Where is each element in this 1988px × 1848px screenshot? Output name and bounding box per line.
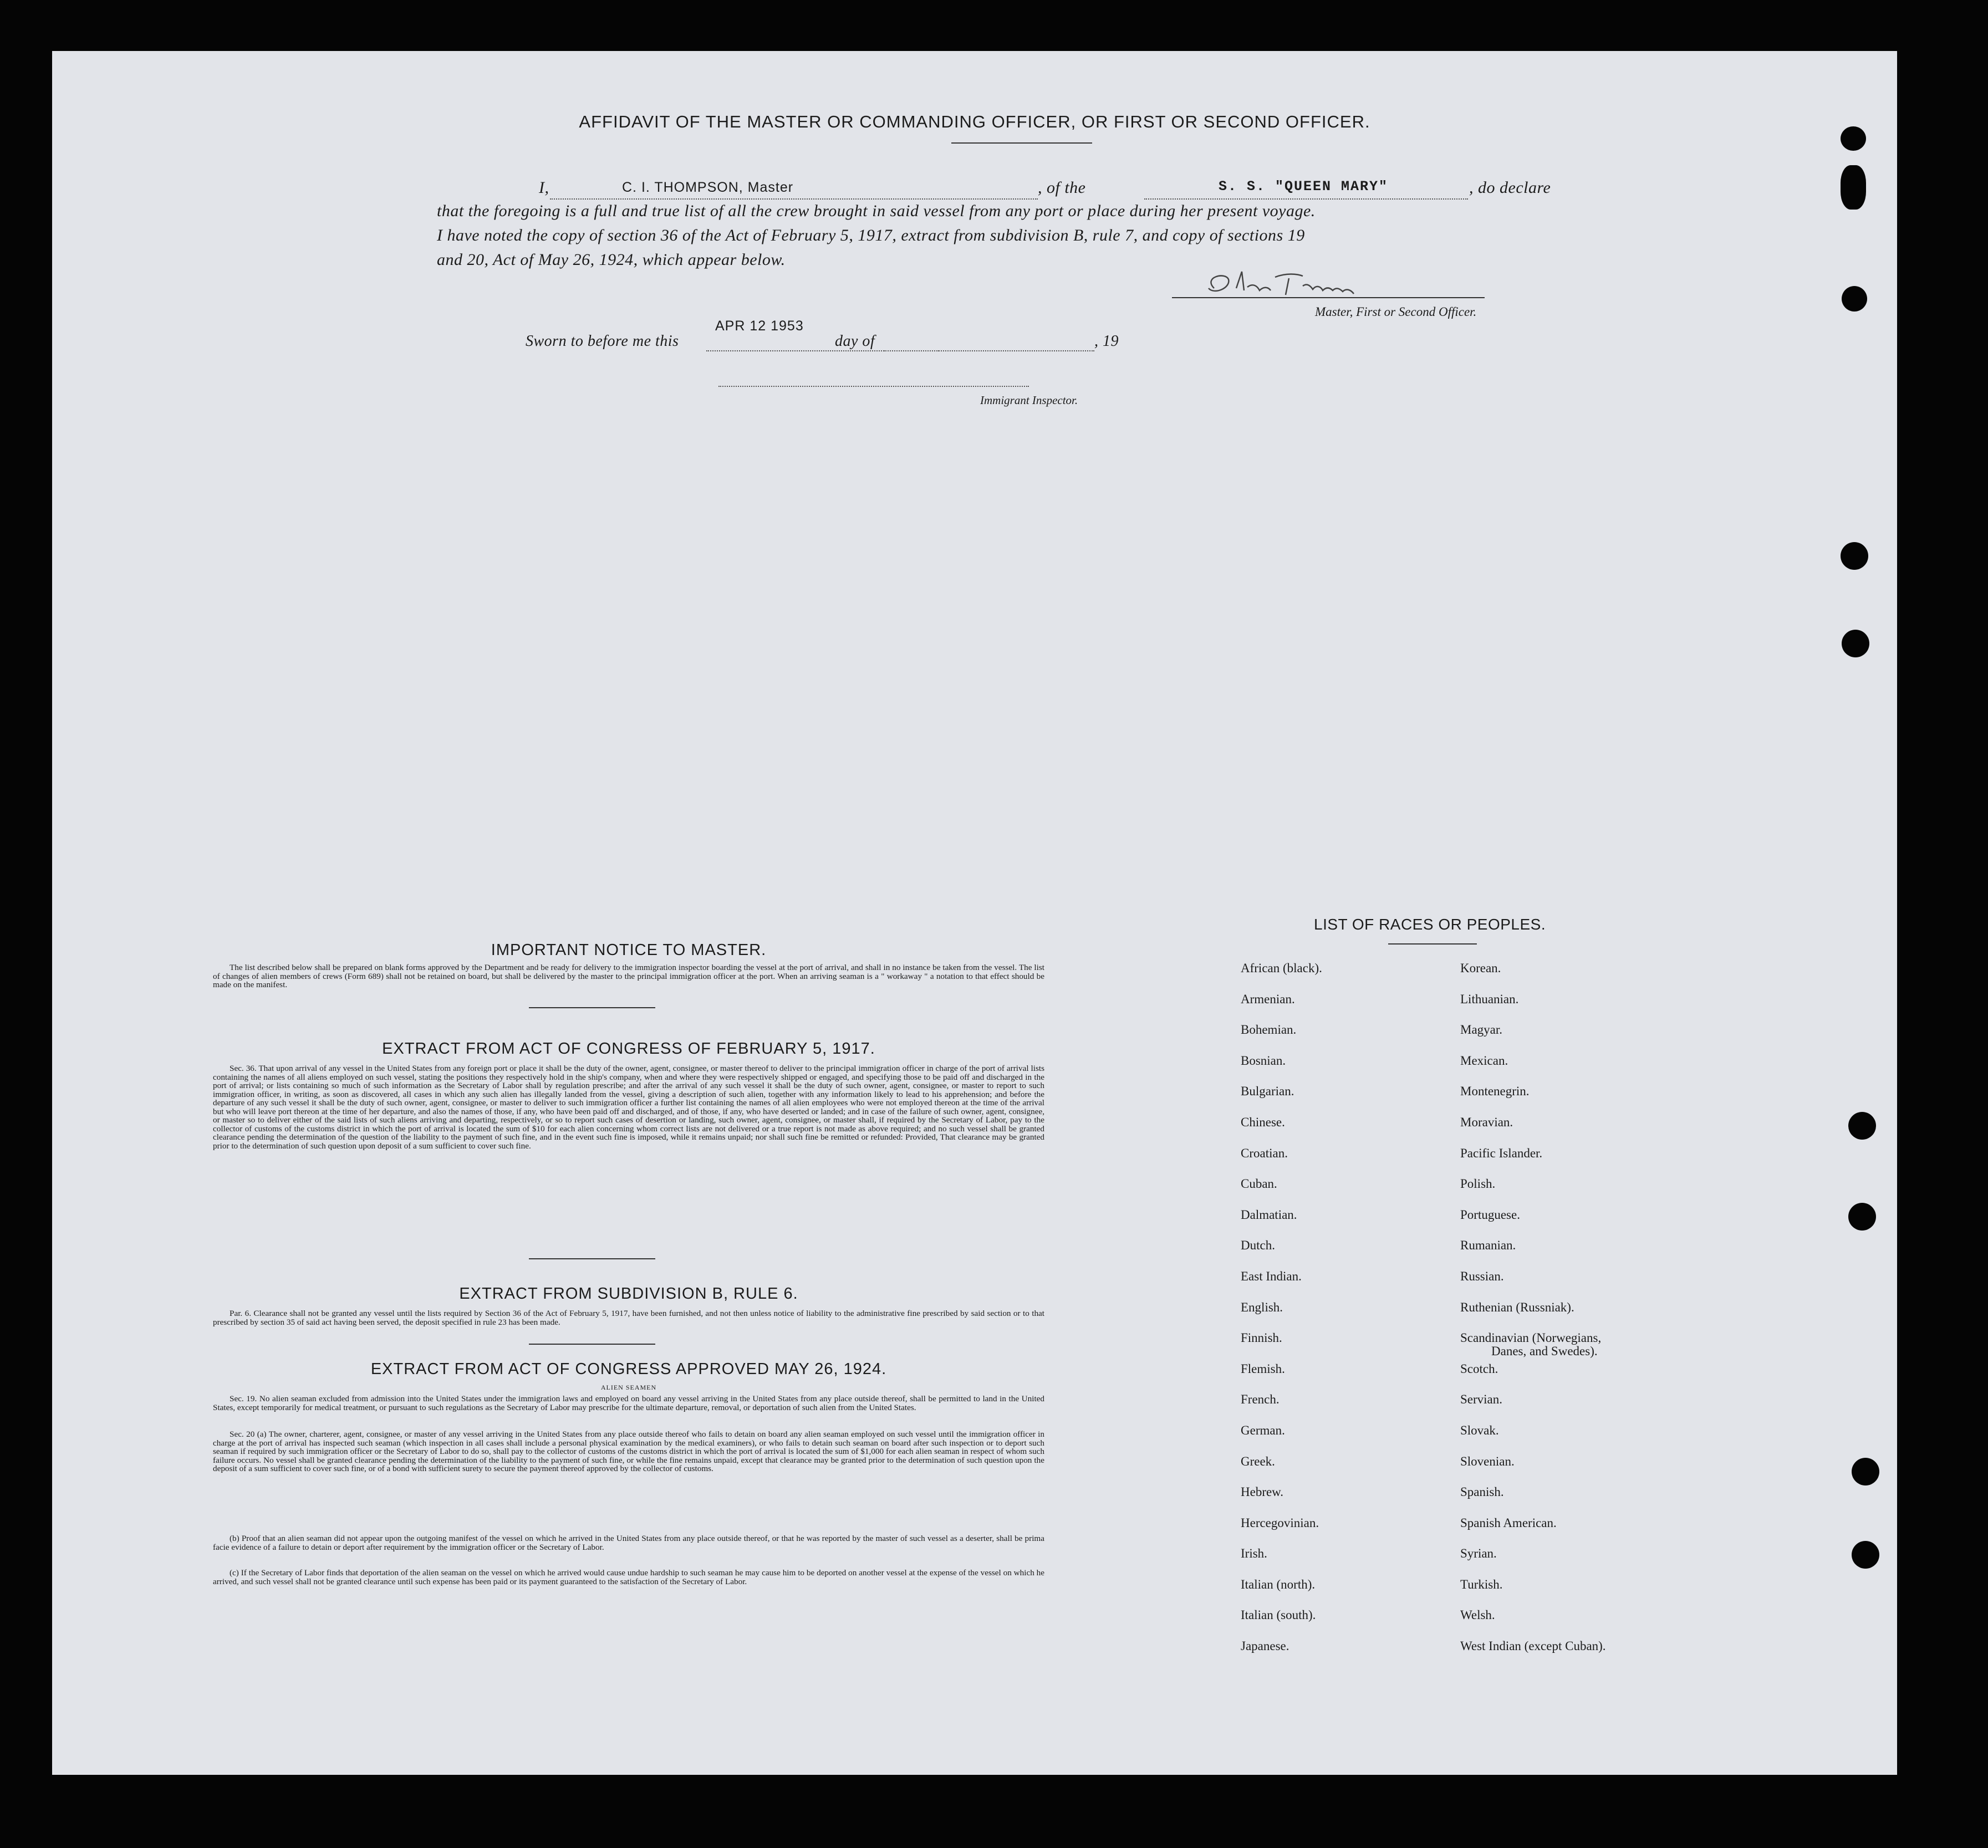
rule-6-body: Par. 6. Clearance shall not be granted any vessel until the lists required by Section 36 of the Act of February 5, 1917, have been furnished, and not then unless notice of liability to the administrative fine prescribed by said section or to that prescribed by section 35 of said act having been served, the deposit specified in rule 23 has been made. xyxy=(213,1309,1044,1327)
month-field xyxy=(884,334,1094,351)
race-item: Hebrew. xyxy=(1241,1485,1284,1499)
inspector-caption: Immigrant Inspector. xyxy=(980,394,1078,407)
race-item: Spanish. xyxy=(1460,1485,1504,1499)
race-item: Servian. xyxy=(1460,1392,1503,1407)
vessel-name-field xyxy=(1144,178,1468,200)
races-right-column xyxy=(1460,961,1771,1670)
date-stamp: APR 12 1953 xyxy=(715,318,804,334)
master-name-field xyxy=(550,178,1038,200)
binder-hole xyxy=(1841,542,1868,570)
race-item: Montenegrin. xyxy=(1460,1084,1530,1099)
affidavit-line-3: I have noted the copy of section 36 of the Act of February 5, 1917, extract from subdivision B, rule 7, and copy of sections 19 xyxy=(437,226,1305,244)
race-item-continuation: Danes, and Swedes). xyxy=(1491,1344,1598,1359)
race-item: Cuban. xyxy=(1241,1177,1277,1191)
race-item: Bulgarian. xyxy=(1241,1084,1294,1099)
race-item: Finnish. xyxy=(1241,1331,1282,1345)
year-label: , 19 xyxy=(1094,333,1119,350)
race-item: Croatian. xyxy=(1241,1146,1288,1160)
race-item: Hercegovinian. xyxy=(1241,1515,1319,1530)
race-item: East Indian. xyxy=(1241,1269,1302,1283)
race-item: Italian (south). xyxy=(1241,1608,1316,1622)
race-item: Armenian. xyxy=(1241,992,1295,1006)
race-item: Japanese. xyxy=(1241,1639,1289,1653)
race-item: Chinese. xyxy=(1241,1115,1285,1129)
race-item: Moravian. xyxy=(1460,1115,1513,1129)
day-of-label: day of xyxy=(835,333,875,350)
race-item: Welsh. xyxy=(1460,1608,1495,1622)
race-item: Turkish. xyxy=(1460,1577,1503,1591)
extract-1917-body: Sec. 36. That upon arrival of any vessel in the United States from any foreign port or place it shall be the duty of the owner, agent, consignee, or master thereof to deliver to the principal immigration officer in charge of the port of arrival lists containing the names of all aliens employed on such vessel, stating the positions they respectively hold in the ship's company, when and where they were respectively shipped or engaged, and specifying those to be paid off and discharged in the port of arrival; or lists containing so much of such information as the Secretary of Labor shall by regulation prescribe; and after the arrival of any such vessel it shall be the duty of such owner, agent, consignee, or master to report to such immigration officer, in writing, as soon as discovered, all cases in which any such alien has illegally landed from the vessel, giving a description of such alien, together with any information likely to lead to his apprehension; and before the departure of any such vessel it shall be the duty of such owner, agent, consignee, or master to deliver to such immigration officer a further list containing the names of all alien employees who were not employed thereon at the time of the arrival but who will leave port thereon at the time of her departure, and also the names of those, if any, who have been paid off and discharged, and of those, if any, who have deserted or landed; and in case of the failure of such owner, agent, consignee, or master so to deliver either of the said lists of such aliens arriving and departing, respectively, or so to report such cases of desertion or landing, such owner, agent, consignee, or master shall, if required by the Secretary of Labor, pay to the collector of customs of the customs district in which the port of arrival is located the sum of $10 for each alien concerning whom correct lists are not delivered or a true report is not made as above required; and no such vessel shall be granted clearance pending the determination of the question of the liability to the payment of such fine, and in the event such fine is imposed, while it remains unpaid; nor shall such fine be remitted or refunded: Provided, That clearance may be granted prior to the determination of such question upon deposit of a sum sufficient to cover such fine. xyxy=(213,1064,1044,1151)
signature-caption: Master, First or Second Officer. xyxy=(1315,305,1477,319)
vessel-name-value: S. S. "QUEEN MARY" xyxy=(1219,178,1389,195)
race-item: Bohemian. xyxy=(1241,1023,1297,1037)
races-title: LIST OF RACES OR PEOPLES. xyxy=(1314,916,1546,933)
binder-hole xyxy=(1842,286,1867,312)
race-item: Spanish American. xyxy=(1460,1515,1557,1530)
master-name-value: C. I. THOMPSON, Master xyxy=(622,180,794,195)
alien-seamen-subtitle: ALIEN SEAMEN xyxy=(600,1384,657,1391)
sec-20c-body: (c) If the Secretary of Labor finds that deportation of the alien seaman on the vessel on which he arrived would cause undue hardship to such seaman he may cause him to be deported on another vessel at the expense of the vessel on which he arrived, and such vessel shall not be granted clearance until such expense has been paid or its payment guaranteed to the satisfaction of the Secretary of Labor. xyxy=(213,1568,1044,1586)
document-page xyxy=(52,51,1897,1775)
race-item: Slovenian. xyxy=(1460,1454,1515,1468)
race-item: Dalmatian. xyxy=(1241,1207,1297,1222)
binder-hole xyxy=(1841,165,1866,210)
race-item: Polish. xyxy=(1460,1177,1496,1191)
binder-hole xyxy=(1848,1112,1876,1140)
extract-1924-title: EXTRACT FROM ACT OF CONGRESS APPROVED MAY 26, 1924. xyxy=(370,1360,887,1378)
race-item: Ruthenian (Russniak). xyxy=(1460,1300,1574,1314)
inspector-line xyxy=(718,386,1029,387)
affidavit-line-4: and 20, Act of May 26, 1924, which appear below. xyxy=(437,251,786,269)
race-item: Flemish. xyxy=(1241,1361,1285,1376)
i-label: I, xyxy=(539,178,549,197)
race-item-text: Scandinavian (Norwegians, xyxy=(1460,1331,1602,1345)
binder-hole xyxy=(1848,1203,1876,1231)
races-divider xyxy=(1388,943,1477,945)
races-left-column xyxy=(1241,961,1451,1670)
race-item: Pacific Islander. xyxy=(1460,1146,1543,1160)
race-item: West Indian (except Cuban). xyxy=(1460,1639,1606,1653)
race-item: Lithuanian. xyxy=(1460,992,1519,1006)
rule-6-divider xyxy=(529,1344,655,1345)
race-item: Mexican. xyxy=(1460,1053,1508,1068)
notice-divider xyxy=(529,1007,655,1008)
sworn-label: Sworn to before me this xyxy=(526,333,679,350)
race-item: French. xyxy=(1241,1392,1280,1407)
race-item: Syrian. xyxy=(1460,1546,1497,1561)
affidavit-title: AFFIDAVIT OF THE MASTER OR COMMANDING OFFICER, OR FIRST OR SECOND OFFICER. xyxy=(579,112,1370,131)
race-item: Magyar. xyxy=(1460,1023,1503,1037)
binder-hole xyxy=(1841,126,1866,151)
extract-1917-title: EXTRACT FROM ACT OF CONGRESS OF FEBRUARY 5, 1917. xyxy=(382,1040,875,1058)
title-divider xyxy=(951,142,1092,144)
notice-body: The list described below shall be prepared on blank forms approved by the Department and be ready for delivery to the immigration inspector boarding the vessel at the port of arrival, and shall in no instance be taken from the vessel. The list of changes of alien members of crews (Form 689) shall not be retained on board, but shall be delivered by the master to the principal immigration officer at the port. When an arriving seaman is a " workaway " a notation to that effect should be made on the manifest. xyxy=(213,963,1044,989)
race-item: English. xyxy=(1241,1300,1283,1314)
binder-hole xyxy=(1852,1458,1879,1485)
race-item: Rumanian. xyxy=(1460,1238,1516,1253)
sec-20a-body: Sec. 20 (a) The owner, charterer, agent, consignee, or master of any vessel arriving in the United States from any place outside thereof who fails to detain on board any alien seaman employed on such vessel until the immigration officer in charge at the port of arrival has inspected such seaman (which inspection in all cases shall include a personal physical examination by the medical examiners), or who fails to detain such seaman on board after such inspection or to deport such seaman if required by such immigration officer or the Secretary of Labor to do so, shall pay to the collector of customs of the customs district in which the port of arrival is located the sum of $1,000 for each alien seaman in respect of whom such failure occurs. No vessel shall be granted clearance pending the determination of the liability to the payment of such fine, or while the fine remains unpaid, except that clearance may be granted prior to the determination of such question upon the deposit of a sum sufficient to cover such fine, or of a bond with sufficient surety to secure the payment thereof approved by the collector of customs. xyxy=(213,1430,1044,1473)
race-item: Scotch. xyxy=(1460,1361,1498,1376)
rule-6-title: EXTRACT FROM SUBDIVISION B, RULE 6. xyxy=(459,1285,798,1303)
race-item: Italian (north). xyxy=(1241,1577,1316,1591)
race-item: Bosnian. xyxy=(1241,1053,1286,1068)
notice-title: IMPORTANT NOTICE TO MASTER. xyxy=(491,941,767,959)
binder-hole xyxy=(1852,1541,1879,1569)
do-declare-label: , do declare xyxy=(1469,178,1551,197)
race-item: Slovak. xyxy=(1460,1423,1499,1437)
affidavit-line-2: that the foregoing is a full and true list of all the crew brought in said vessel from any port or place during her present voyage. xyxy=(437,202,1316,220)
race-item: Portuguese. xyxy=(1460,1207,1520,1222)
race-item: African (black). xyxy=(1241,961,1322,975)
sec-20b-body: (b) Proof that an alien seaman did not appear upon the outgoing manifest of the vessel on which he arrived in the United States from any place outside thereof, or that he was reported by the master of such vessel as a deserter, shall be prima facie evidence of a failure to detain or deport after requirement by the immigration officer or the Secretary of Labor. xyxy=(213,1534,1044,1552)
binder-hole xyxy=(1842,630,1869,657)
master-signature xyxy=(1192,266,1447,305)
race-item: Greek. xyxy=(1241,1454,1275,1468)
extract-1917-divider xyxy=(529,1258,655,1259)
race-item: Irish. xyxy=(1241,1546,1267,1561)
race-item xyxy=(1460,1331,1771,1362)
sec-19-body: Sec. 19. No alien seaman excluded from admission into the United States under the immigration laws and employed on board any vessel arriving in the United States from any place outside thereof, shall be permitted to land in the United States, except temporarily for medical treatment, or pursuant to such regulations as the Secretary of Labor may prescribe for the ultimate departure, removal, or deportation of such alien from the United States. xyxy=(213,1394,1044,1412)
race-item: Korean. xyxy=(1460,961,1501,975)
race-item: Russian. xyxy=(1460,1269,1504,1283)
signature-line xyxy=(1172,297,1485,298)
race-item: German. xyxy=(1241,1423,1285,1437)
race-item: Dutch. xyxy=(1241,1238,1275,1253)
of-the-label: , of the xyxy=(1038,178,1086,197)
